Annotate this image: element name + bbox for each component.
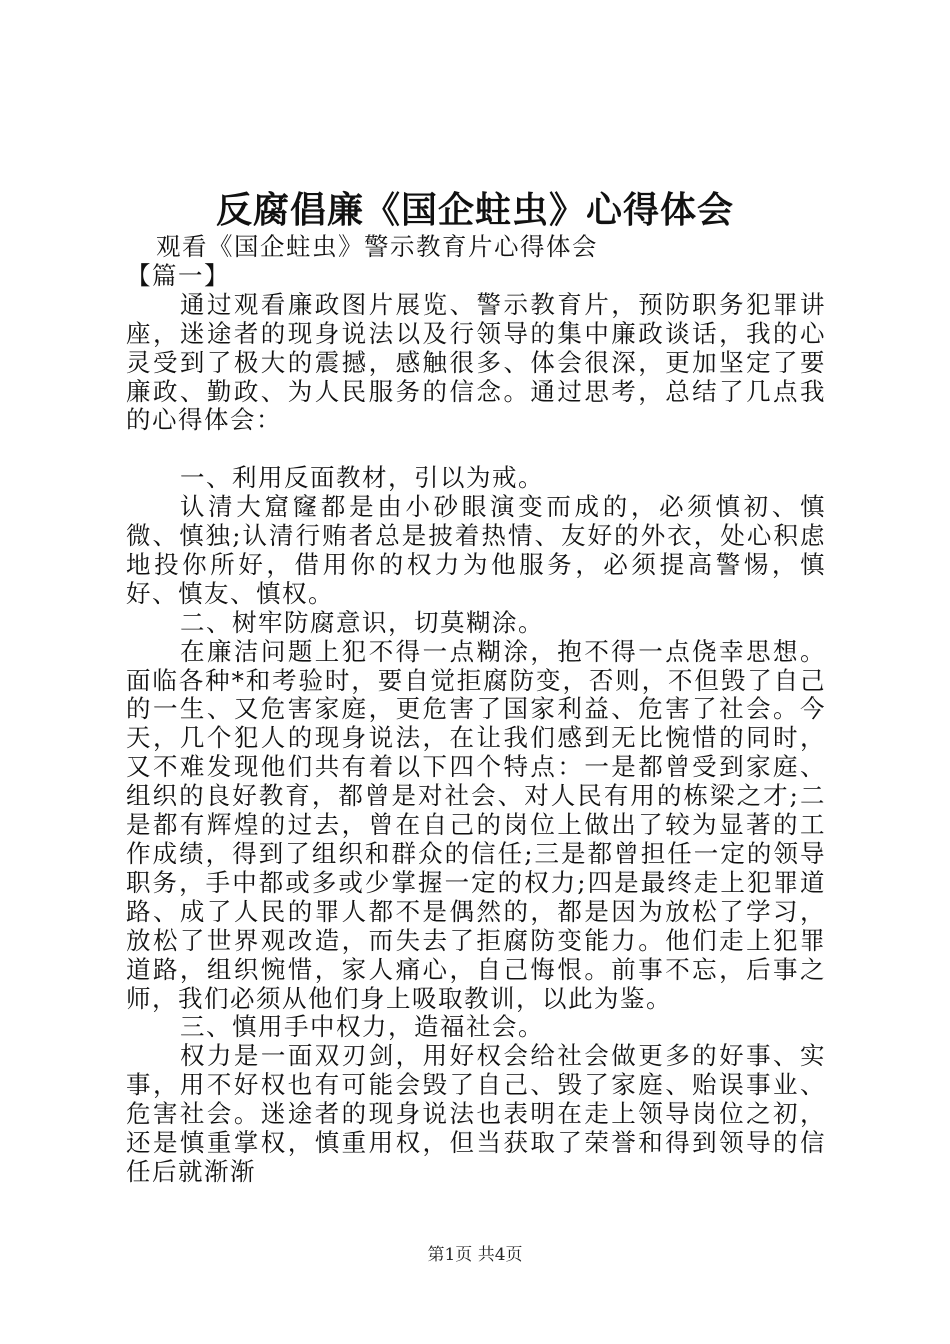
paragraph-1: 认清大窟窿都是由小砂眼演变而成的，必须慎初、慎微、慎独;认清行贿者总是披着热情、友好的外衣，处心积虑地投你所好，借用你的权力为他服务，必须提高警惕，慎好、慎友、慎权。: [126, 492, 826, 608]
section-label: 【篇一】: [126, 260, 230, 290]
page-footer: 第1页 共4页: [427, 1245, 523, 1265]
section-heading-2: 二、树牢防腐意识，切莫糊涂。: [180, 607, 544, 637]
paragraph-2: 在廉洁问题上犯不得一点糊涂，抱不得一点侥幸思想。面临各种*和考验时，要自觉拒腐防变，否则，不但毁了自己的一生、又危害家庭，更危害了国家利益、危害了社会。今天，几个犯人的现身说法，在让我们感到无比惋惜的同时，又不难发现他们共有着以下四个特点：一是都曾受到家庭、组织的良好教育，都曾是对社会、对人民有用的栋梁之才;二是都有辉煌的过去，曾在自己的岗位上做出了较为显著的工作成绩，得到了组织和群众的信任;三是都曾担任一定的领导职务，手中都或多或少掌握一定的权力;四是最终走上犯罪道路、成了人民的罪人都不是偶然的，都是因为放松了学习，放松了世界观改造，而失去了拒腐防变能力。他们走上犯罪道路，组织惋惜，家人痛心，自己悔恨。前事不忘，后事之师，我们必须从他们身上吸取教训，以此为鉴。: [126, 636, 826, 1013]
document-body: [126, 233, 826, 1187]
paragraph-spacer: [126, 435, 826, 464]
paragraph-intro: 通过观看廉政图片展览、警示教育片，预防职务犯罪讲座，迷途者的现身说法以及行领导的集中廉政谈话，我的心灵受到了极大的震撼，感触很多、体会很深，更加坚定了要廉政、勤政、为人民服务的信念。通过思考，总结了几点我的心得体会：: [126, 289, 826, 435]
document-title: 反腐倡廉《国企蛀虫》心得体会: [215, 189, 734, 231]
paragraph-3: 权力是一面双刃剑，用好权会给社会做更多的好事、实事，用不好权也有可能会毁了自己、毁了家庭、贻误事业、危害社会。迷途者的现身说法也表明在走上领导岗位之初，还是慎重掌权，慎重用权，但当获取了荣誉和得到领导的信任后就渐渐: [126, 1041, 826, 1186]
section-heading-1: 一、利用反面教材，引以为戒。: [180, 463, 544, 493]
section-heading-3: 三、慎用手中权力，造福社会。: [180, 1012, 544, 1042]
subtitle: 观看《国企蛀虫》警示教育片心得体会: [156, 232, 598, 261]
